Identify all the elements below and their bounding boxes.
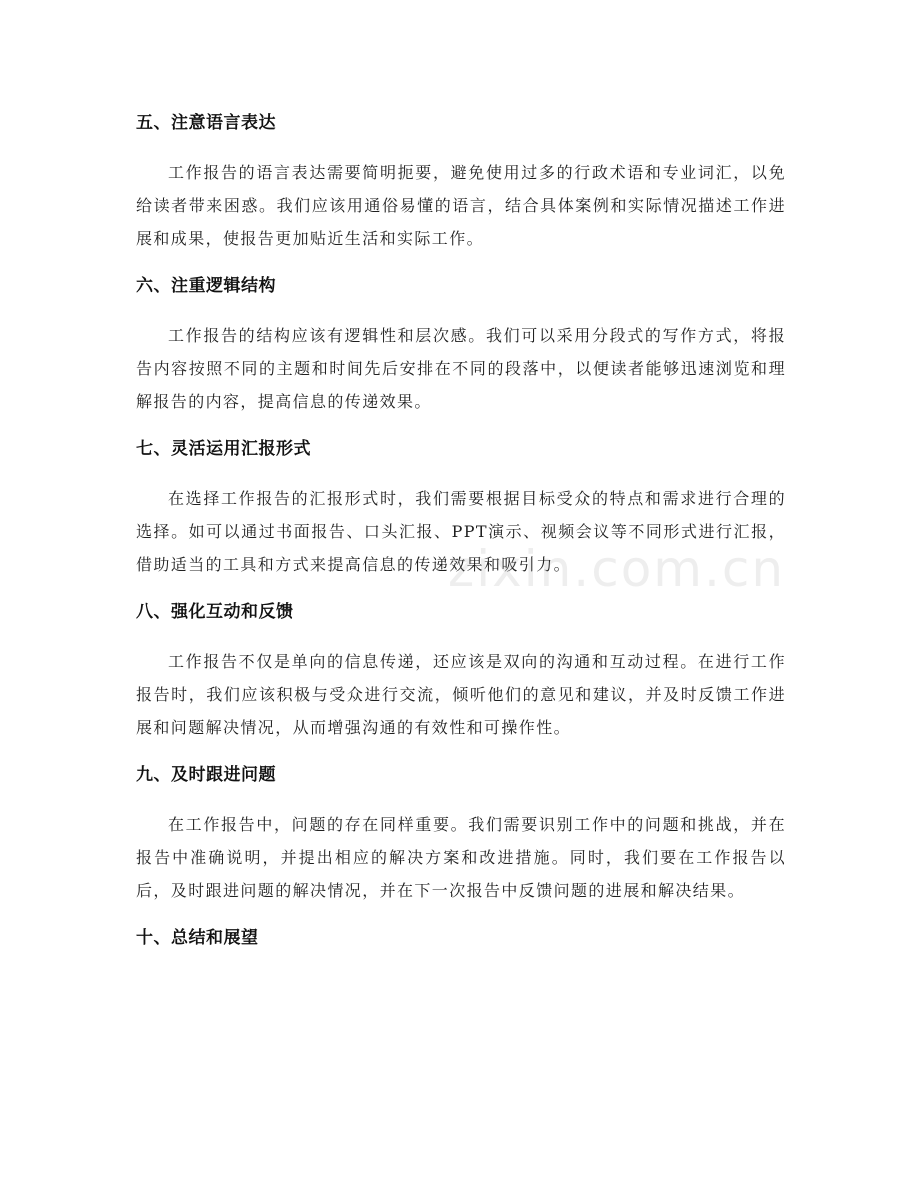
section-paragraph-7: 在选择工作报告的汇报形式时，我们需要根据目标受众的特点和需求进行合理的选择。如可以通过书面报告、口头汇报、PPT演示、视频会议等不同形式进行汇报，借助适当的工具和方式来提高信息的传递效果和吸引力。 — [136, 489, 786, 574]
document-body — [136, 106, 786, 971]
section-paragraph-9: 在工作报告中，问题的存在同样重要。我们需要识别工作中的问题和挑战，并在报告中准确说明，并提出相应的解决方案和改进措施。同时，我们要在工作报告以后，及时跟进问题的解决情况，并在下一次报告中反馈问题的进展和解决结果。 — [136, 815, 786, 900]
section-paragraph-5: 工作报告的语言表达需要简明扼要，避免使用过多的行政术语和专业词汇，以免给读者带来困惑。我们应该用通俗易懂的语言，结合具体案例和实际情况描述工作进展和成果，使报告更加贴近生活和实际工作。 — [136, 163, 786, 248]
section-heading-7: 七、灵活运用汇报形式 — [136, 439, 311, 459]
section-heading-9: 九、及时跟进问题 — [136, 765, 276, 785]
section-paragraph-6: 工作报告的结构应该有逻辑性和层次感。我们可以采用分段式的写作方式，将报告内容按照不同的主题和时间先后安排在不同的段落中，以便读者能够迅速浏览和理解报告的内容，提高信息的传递效果。 — [136, 326, 786, 411]
section-heading-10: 十、总结和展望 — [136, 928, 259, 948]
watermark: zixin.com.cn — [448, 540, 786, 598]
section-paragraph-8: 工作报告不仅是单向的信息传递，还应该是双向的沟通和互动过程。在进行工作报告时，我们应该积极与受众进行交流，倾听他们的意见和建议，并及时反馈工作进展和问题解决情况，从而增强沟通的有效性和可操作性。 — [136, 652, 786, 737]
section-heading-5: 五、注意语言表达 — [136, 113, 276, 133]
section-heading-6: 六、注重逻辑结构 — [136, 276, 276, 296]
section-heading-8: 八、强化互动和反馈 — [136, 602, 294, 622]
